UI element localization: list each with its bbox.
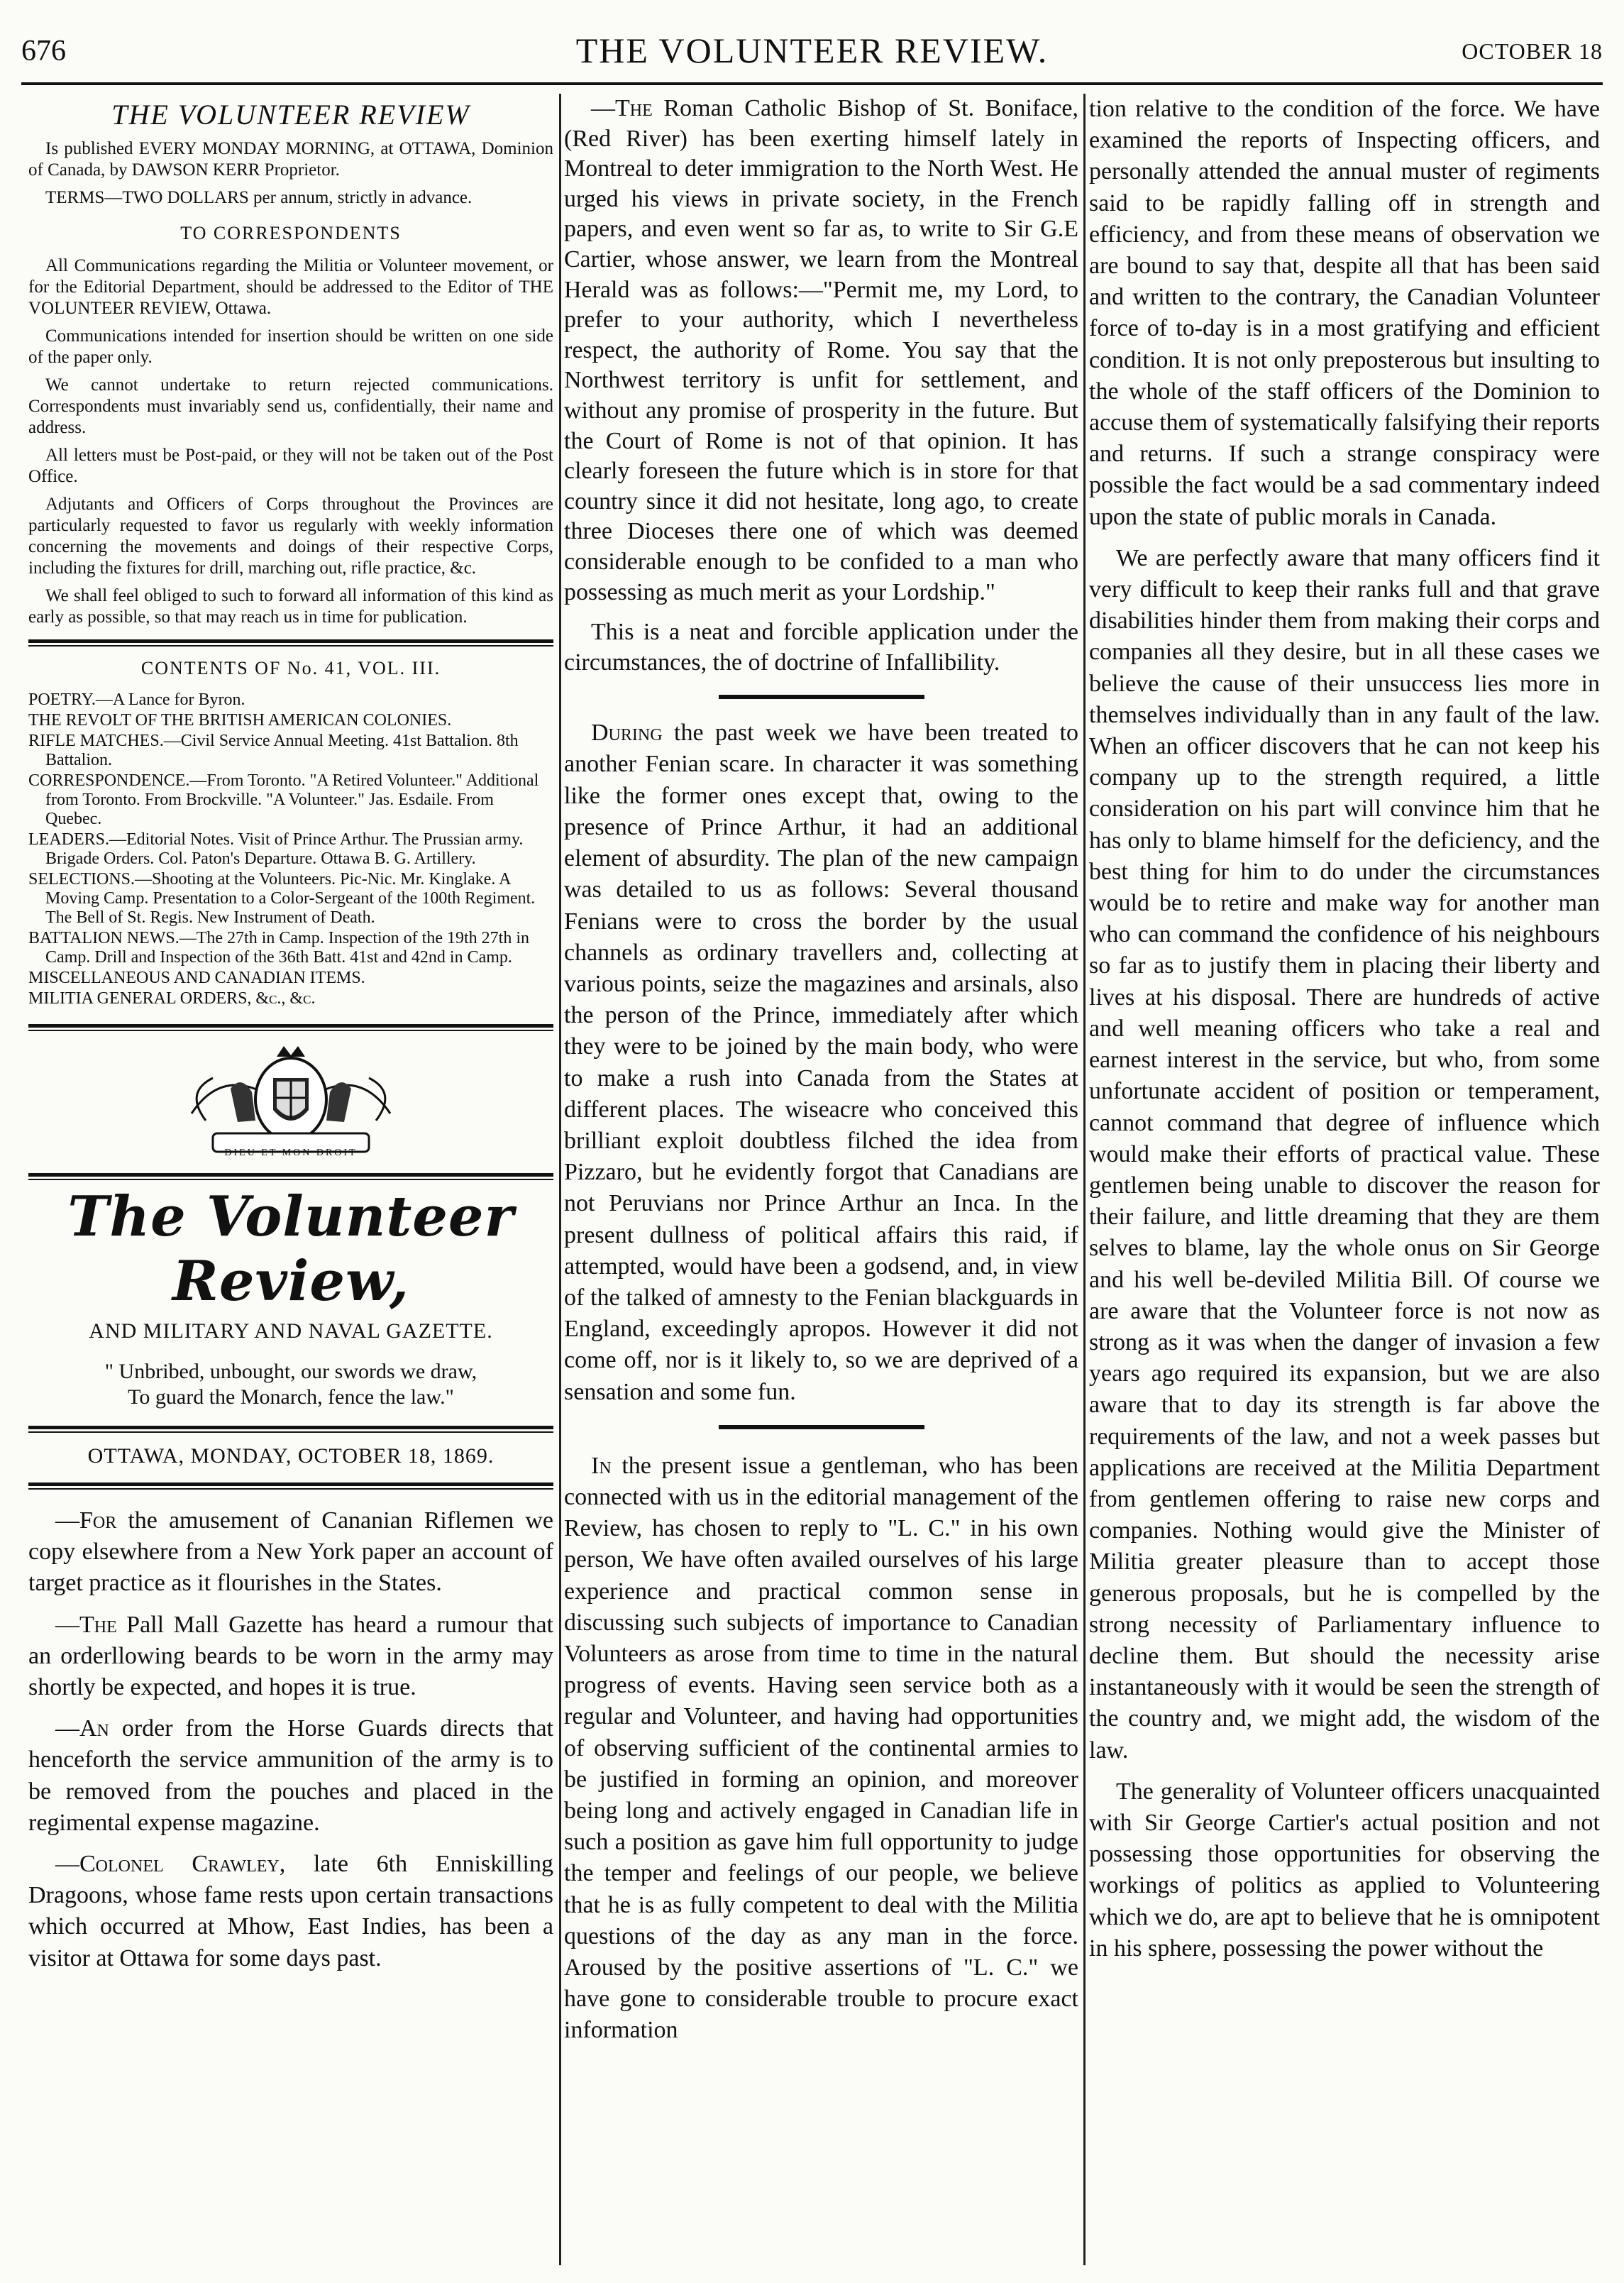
- contents-item: BATTALION NEWS.—The 27th in Camp. Inspection of the 19th 27th in Camp. Drill and Inspection of the 36th Batt. 41st and 42nd in Camp.: [28, 929, 529, 967]
- leader-article: During the past week we have been treated to another Fenian scare. In character it was something like the former ones except that, owing to the presence of Prince Arthur, it had an additional element of absurdity. The plan of the new campaign was detailed to us as follows: Several thousand Fenians were to cross the border by the usual channels as ordinary travellers and, collecting at various points, seize the magazines and arsinals, also the person of the Prince, immediately after which they were to be joined by the main body, who were to make a rush into Canada from the States at different places. The wiseacre who conceived this brilliant exploit doubtless filched the idea from Pizzaro, but he evidently forgot that Canadians are not Peruvians nor Prince Arthur an Inca. In the present dullness of political affairs this raid, if attempted, would have been a godsend, and, in view of the talked of amnesty to the Fenian blackguards in England, exceedingly apropos. However it did not come off, nor is it likely to, so we are deprived of a sensation and some fun.: [564, 720, 1078, 1405]
- crest-motto: DIEU ET MON DROIT: [224, 1148, 358, 1158]
- section-rule: [28, 639, 553, 643]
- leader-article: The generality of Volunteer officers unacquainted with Sir George Cartier's actual position and not possessing those opportunities for observing the workings of politics as applied to Volunteering which we do, are apt to believe that he is omnipotent in his sphere, possessing the power without the: [1089, 1778, 1600, 1962]
- leader-article: tion relative to the condition of the force. We have examined the reports of Inspecting officers, and personally attended the annual muster of regiments said to be rapidly falling off in strength and efficiency, and from these means of observation we are bound to say that, despite all that has been said and written to the contrary, the Canadian Volunteer force of to-day is in a most gratifying and efficient condition. It is not only preposterous but insulting to the whole of the staff officers of the Dominion to accuse them of systematically falsifying their reports and returns. If such a strange conspiracy were possible the fact would be a sad commentary indeed upon the state of public morals in Canada.: [1089, 96, 1600, 530]
- page-number: 676: [21, 35, 66, 67]
- column-2: [564, 94, 1078, 2265]
- paper-nameplate: The Volunteer Review,: [67, 1184, 514, 1314]
- paper-motto: " Unbribed, unbought, our swords we draw, To guard the Monarch, fence the law.": [104, 1360, 477, 1409]
- notice-item: Adjutants and Officers of Corps throughout the Provinces are particularly requested to favor us regularly with weekly information concerning the movements and doings of their respective Corps, including the fixtures for drill, marching out, rifle practice, &c.: [28, 495, 553, 578]
- section-rule: [28, 1030, 553, 1031]
- contents-item: SELECTIONS.—Shooting at the Volunteers. Pic-Nic. Mr. Kinglake. A Moving Camp. Presentation to a Color-Sergeant of the 100th Regiment. The Bell of St. Regis. New Instrument of Death.: [28, 870, 536, 927]
- section-rule: [28, 1482, 553, 1486]
- contents-item: MILITIA GENERAL ORDERS, &c., &c.: [28, 989, 316, 1008]
- section-rule: [719, 695, 924, 699]
- notice-item: We cannot undertake to return rejected communications. Correspondents must invariably send us, confidentially, their name and address.: [28, 375, 553, 437]
- notice-item: Communications intended for insertion should be written on one side of the paper only.: [28, 326, 553, 367]
- column-1: [28, 94, 553, 2265]
- column-3: [1089, 94, 1600, 2265]
- page-header: [21, 14, 1603, 78]
- leader-article: We are perfectly aware that many officers find it very difficult to keep their ranks full and that grave disabilities hinder them from making their corps and companies all they desire, but in all these cases we believe the cause of their unsuccess lies more in themselves individually than in any fault of the law. When an officer discovers that he can not keep his company up to the strength required, a little consideration on his part will convince him that he has only to blame himself for the deficiency, and the best thing for him to do under the circumstances would be to retire and make way for another man who can command the confidence of his neighbours so far as to justify them in placing their liberty and lives at his disposal. There are hundreds of active and well meaning officers who take a real and earnest interest in the service, but who, from some unfortunate accident of position or temperament, cannot command that degree of influence which would make their efforts of practical value. These gentlemen being unable to discover the reason for their failure, and little dreaming that they are them selves to blame, lay the whole onus on Sir George and his well be-deviled Militia Bill. Of course we are aware that the Volunteer force is not now as strong as it was when the danger of invasion a few years ago required its expansion, but we are also aware that to day its strength is far above the requirements of the law, and not a week passes but applications are received at the Militia Department from gentlemen offering to raise new corps and companies. Nothing would give the Minister of Militia greater pleasure than to accept those generous proposals, but he is compelled by the strong necessity of Parliamentary influence to decline them. But should the necessity arise instantaneously with it would be seen the strength of the country and, we might add, the wisdom of the law.: [1089, 544, 1600, 1764]
- contents-list: [28, 691, 553, 1008]
- contents-item: THE REVOLT OF THE BRITISH AMERICAN COLONIES.: [28, 711, 452, 730]
- contents-item: LEADERS.—Editorial Notes. Visit of Prince Arthur. The Prussian army. Brigade Orders. Col. Paton's Departure. Ottawa B. G. Artillery.: [28, 830, 524, 868]
- section-rule: [28, 1024, 553, 1028]
- editorial-note: —For the amusement of Cananian Riflemen we copy elsewhere from a New York paper an account of target practice as it flourishes in the States.: [28, 1507, 553, 1597]
- royal-arms-crest-icon: [163, 1043, 419, 1163]
- section-rule: [28, 1173, 553, 1177]
- contents-item: CORRESPONDENCE.—From Toronto. "A Retired Volunteer." Additional from Toronto. From Brockville. "A Volunteer." Jas. Esdaile. From Quebec.: [28, 771, 539, 828]
- terms-notice: TERMS—TWO DOLLARS per annum, strictly in advance.: [45, 188, 473, 207]
- leader-article: In the present issue a gentleman, who has been connected with us in the editorial management of the Review, has chosen to reply to "L. C." in his own person, We have often availed ourselves of his large experience and practical common sense in discussing such subjects of importance to Canadian Volunteers as arose from time to time in the natural progress of events. Having seen service both as a regular and Volunteer, and having had opportunities of observing sufficient of the continental armies to be justified in forming an opinion, and moreover being long and actively engaged in Canadian life in such a position as gave him full opportunity to judge the temper and feelings of our people, we believe that he is as fully competent to deal with the Militia questions of the day as any man in the force. Aroused by the positive assertions of "L. C." we have gone to considerable trouble to procure exact information: [564, 1452, 1078, 2044]
- section-rule: [28, 1426, 553, 1429]
- editorial-note: This is a neat and forcible application under the circumstances, the of doctrine of Infallibility.: [564, 619, 1078, 676]
- editorial-note: —Colonel Crawley, late 6th Enniskilling Dragoons, whose fame rests upon certain transactions which occurred at Mhow, East Indies, has been a visitor at Ottawa for some days past.: [28, 1851, 553, 1971]
- masthead-title: THE VOLUNTEER REVIEW: [111, 99, 470, 131]
- contents-item: POETRY.—A Lance for Byron.: [28, 691, 245, 709]
- correspondent-notices: [28, 255, 553, 628]
- header-rule: [21, 82, 1603, 85]
- notice-item: All Communications regarding the Militia or Volunteer movement, or for the Editorial Department, should be addressed to the Editor of THE VOLUNTEER REVIEW, Ottawa.: [28, 256, 553, 318]
- issue-date: OCTOBER 18: [1462, 38, 1603, 64]
- notice-item: All letters must be Post-paid, or they will not be taken out of the Post Office.: [28, 446, 553, 486]
- contents-heading: CONTENTS OF No. 41, VOL. III.: [140, 658, 441, 678]
- column-divider: [559, 94, 561, 2265]
- running-title: THE VOLUNTEER REVIEW.: [575, 31, 1049, 70]
- section-rule: [28, 645, 553, 647]
- notice-item: We shall feel obliged to such to forward all information of this kind as early as possible, so that may reach us in time for publication.: [28, 586, 553, 627]
- section-rule: [28, 1488, 553, 1490]
- column-divider: [1083, 94, 1086, 2265]
- paper-subtitle: AND MILITARY AND NAVAL GAZETTE.: [89, 1319, 493, 1343]
- issue-dateline: OTTAWA, MONDAY, OCTOBER 18, 1869.: [87, 1444, 495, 1468]
- correspondents-heading: TO CORRESPONDENTS: [180, 223, 402, 243]
- section-rule: [719, 1425, 924, 1429]
- editorial-note: —The Pall Mall Gazette has heard a rumour that an orderllowing beards to be worn in the army may shortly be expected, and hopes it is true.: [28, 1611, 553, 1701]
- contents-item: MISCELLANEOUS AND CANADIAN ITEMS.: [28, 969, 365, 987]
- section-rule: [28, 1431, 553, 1433]
- contents-item: RIFLE MATCHES.—Civil Service Annual Meeting. 41st Battalion. 8th Battalion.: [28, 732, 519, 769]
- editorial-note: —The Roman Catholic Bishop of St. Boniface, (Red River) has been exerting himself lately in Montreal to deter immigration to the North West. He urged his views in private society, in the French papers, and even went so far as, to write to Sir G.E Cartier, whose answer, we learn from the Montreal Herald was as follows:—"Permit me, my Lord, to prefer to your authority, which I nevertheless respect, the authority of Rome. You say that the Northwest territory is unfit for settlement, and without any promise of prosperity in the future. But the Court of Rome is not of that opinion. It has clearly foreseen the future which is in store for that country since it did not hesitate, long ago, to create three Dioceses there one of which was deemed considerable enough to be confided to a man who possessing as much merit as your Lordship.": [564, 95, 1078, 605]
- section-rule: [28, 1179, 553, 1180]
- editorial-note: —An order from the Horse Guards directs that henceforth the service ammunition of the army is to be removed from the pouches and placed in the regimental expense magazine.: [28, 1715, 553, 1836]
- publication-notice: Is published EVERY MONDAY MORNING, at OTTAWA, Dominion of Canada, by DAWSON KERR Proprietor.: [28, 139, 553, 180]
